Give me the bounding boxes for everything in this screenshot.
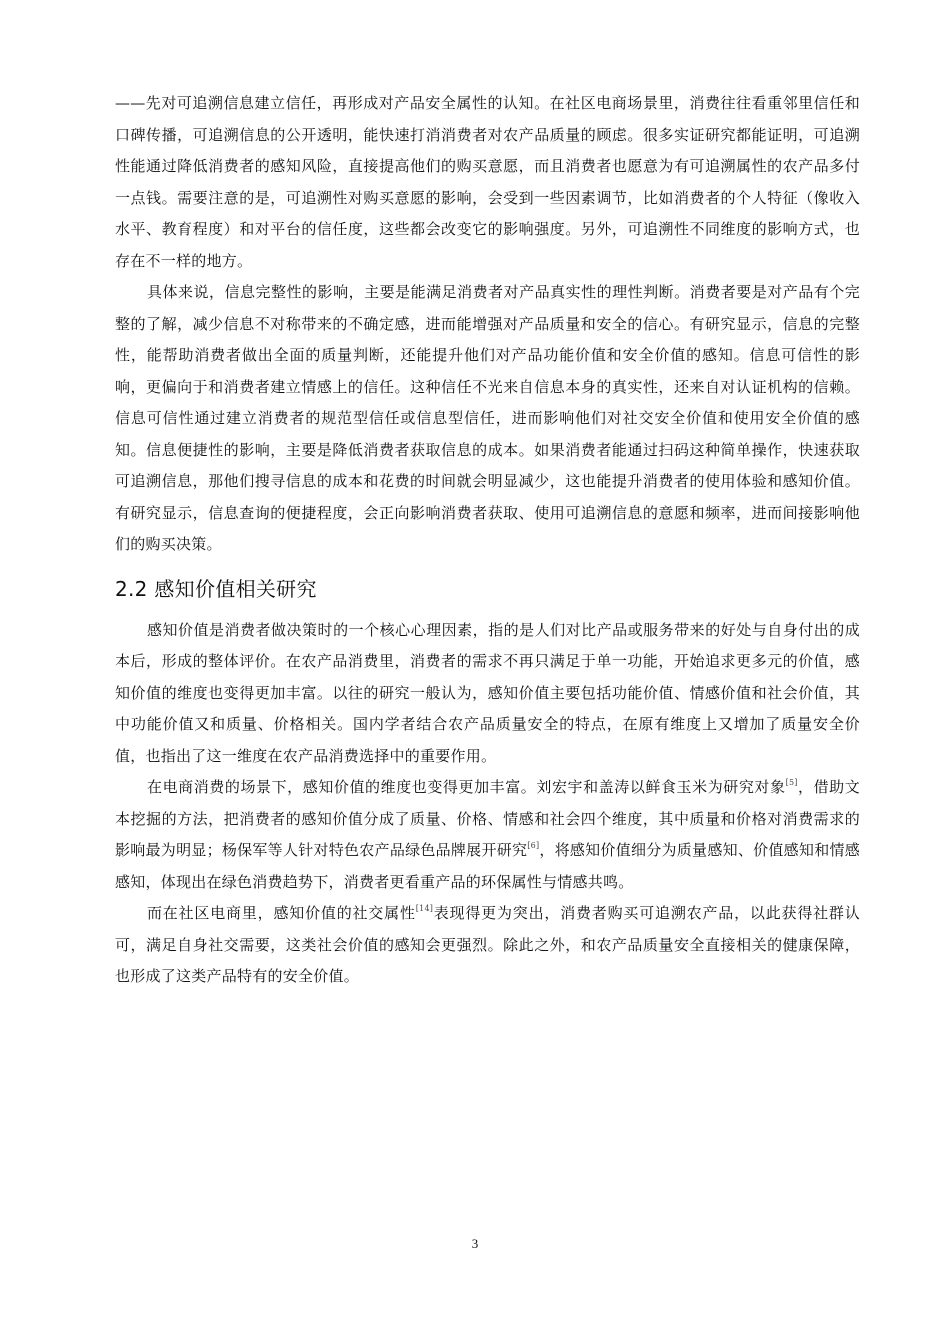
paragraph-text: ，借助文本挖掘的方法，把消费者的感知价值分成了质量、价格、情感和社会四个维度，其中质量和价格对消费需求的影响最为明显；杨保军等人针对特色农产品绿色品牌展开研究 <box>115 778 860 859</box>
citation-ref: [14] <box>415 904 434 913</box>
page-body <box>115 88 860 993</box>
paragraph-traceability-trust: ——先对可追溯信息建立信任，再形成对产品安全属性的认知。在社区电商场景里，消费往往看重邻里信任和口碑传播，可追溯信息的公开透明，能快速打消消费者对农产品质量的顾虑。很多实证研究都能证明，可追溯性能通过降低消费者的感知风险，直接提高他们的购买意愿，而且消费者也愿意为有可追溯属性的农产品多付一点钱。需要注意的是，可追溯性对购买意愿的影响，会受到一些因素调节，比如消费者的个人特征（像收入水平、教育程度）和对平台的信任度，这些都会改变它的影响强度。另外，可追溯性不同维度的影响方式，也存在不一样的地方。 <box>115 94 860 270</box>
paragraph-text: 而在社区电商里，感知价值的社交属性 <box>147 904 416 922</box>
paragraph-ecommerce-perceived-value <box>115 772 860 898</box>
section-heading: 2.2 感知价值相关研究 <box>115 576 317 601</box>
paragraph-text: 在电商消费的场景下，感知价值的维度也变得更加丰富。刘宏宇和盖涛以鲜食玉米为研究对象 <box>147 778 786 796</box>
page-number: 3 <box>471 1236 479 1251</box>
paragraph-community-ecommerce <box>115 898 860 993</box>
citation-ref: [5] <box>785 778 798 787</box>
paragraph-perceived-value-definition: 感知价值是消费者做决策时的一个核心心理因素，指的是人们对比产品或服务带来的好处与自身付出的成本后，形成的整体评价。在农产品消费里，消费者的需求不再只满足于单一功能，开始追求更多元的价值，感知价值的维度也变得更加丰富。以往的研究一般认为，感知价值主要包括功能价值、情感价值和社会价值，其中功能价值又和质量、价格相关。国内学者结合农产品质量安全的特点，在原有维度上又增加了质量安全价值，也指出了这一维度在农产品消费选择中的重要作用。 <box>115 620 860 765</box>
paragraph-text: ，将感知价值细分为质量感知、价值感知和情感感知，体现出在绿色消费趋势下，消费者更看重产品的环保属性与情感共鸣。 <box>115 841 860 891</box>
paragraph-information-dimensions: 具体来说，信息完整性的影响，主要是能满足消费者对产品真实性的理性判断。消费者要是对产品有个完整的了解，减少信息不对称带来的不确定感，进而能增强对产品质量和安全的信心。有研究显示，信息的完整性，能帮助消费者做出全面的质量判断，还能提升他们对产品功能价值和安全价值的感知。信息可信性的影响，更偏向于和消费者建立情感上的信任。这种信任不光来自信息本身的真实性，还来自对认证机构的信赖。信息可信性通过建立消费者的规范型信任或信息型信任，进而影响他们对社交安全价值和使用安全价值的感知。信息便捷性的影响，主要是降低消费者获取信息的成本。如果消费者能通过扫码这种简单操作，快速获取可追溯信息，那他们搜寻信息的成本和花费的时间就会明显减少，这也能提升消费者的使用体验和感知价值。有研究显示，信息查询的便捷程度，会正向影响消费者获取、使用可追溯信息的意愿和频率，进而间接影响他们的购买决策。 <box>115 283 860 553</box>
paragraph-text: 表现得更为突出，消费者购买可追溯农产品，以此获得社群认可，满足自身社交需要，这类社会价值的感知会更强烈。除此之外，和农产品质量安全直接相关的健康保障，也形成了这类产品特有的安全价值。 <box>115 904 860 985</box>
citation-ref: [6] <box>527 841 540 850</box>
